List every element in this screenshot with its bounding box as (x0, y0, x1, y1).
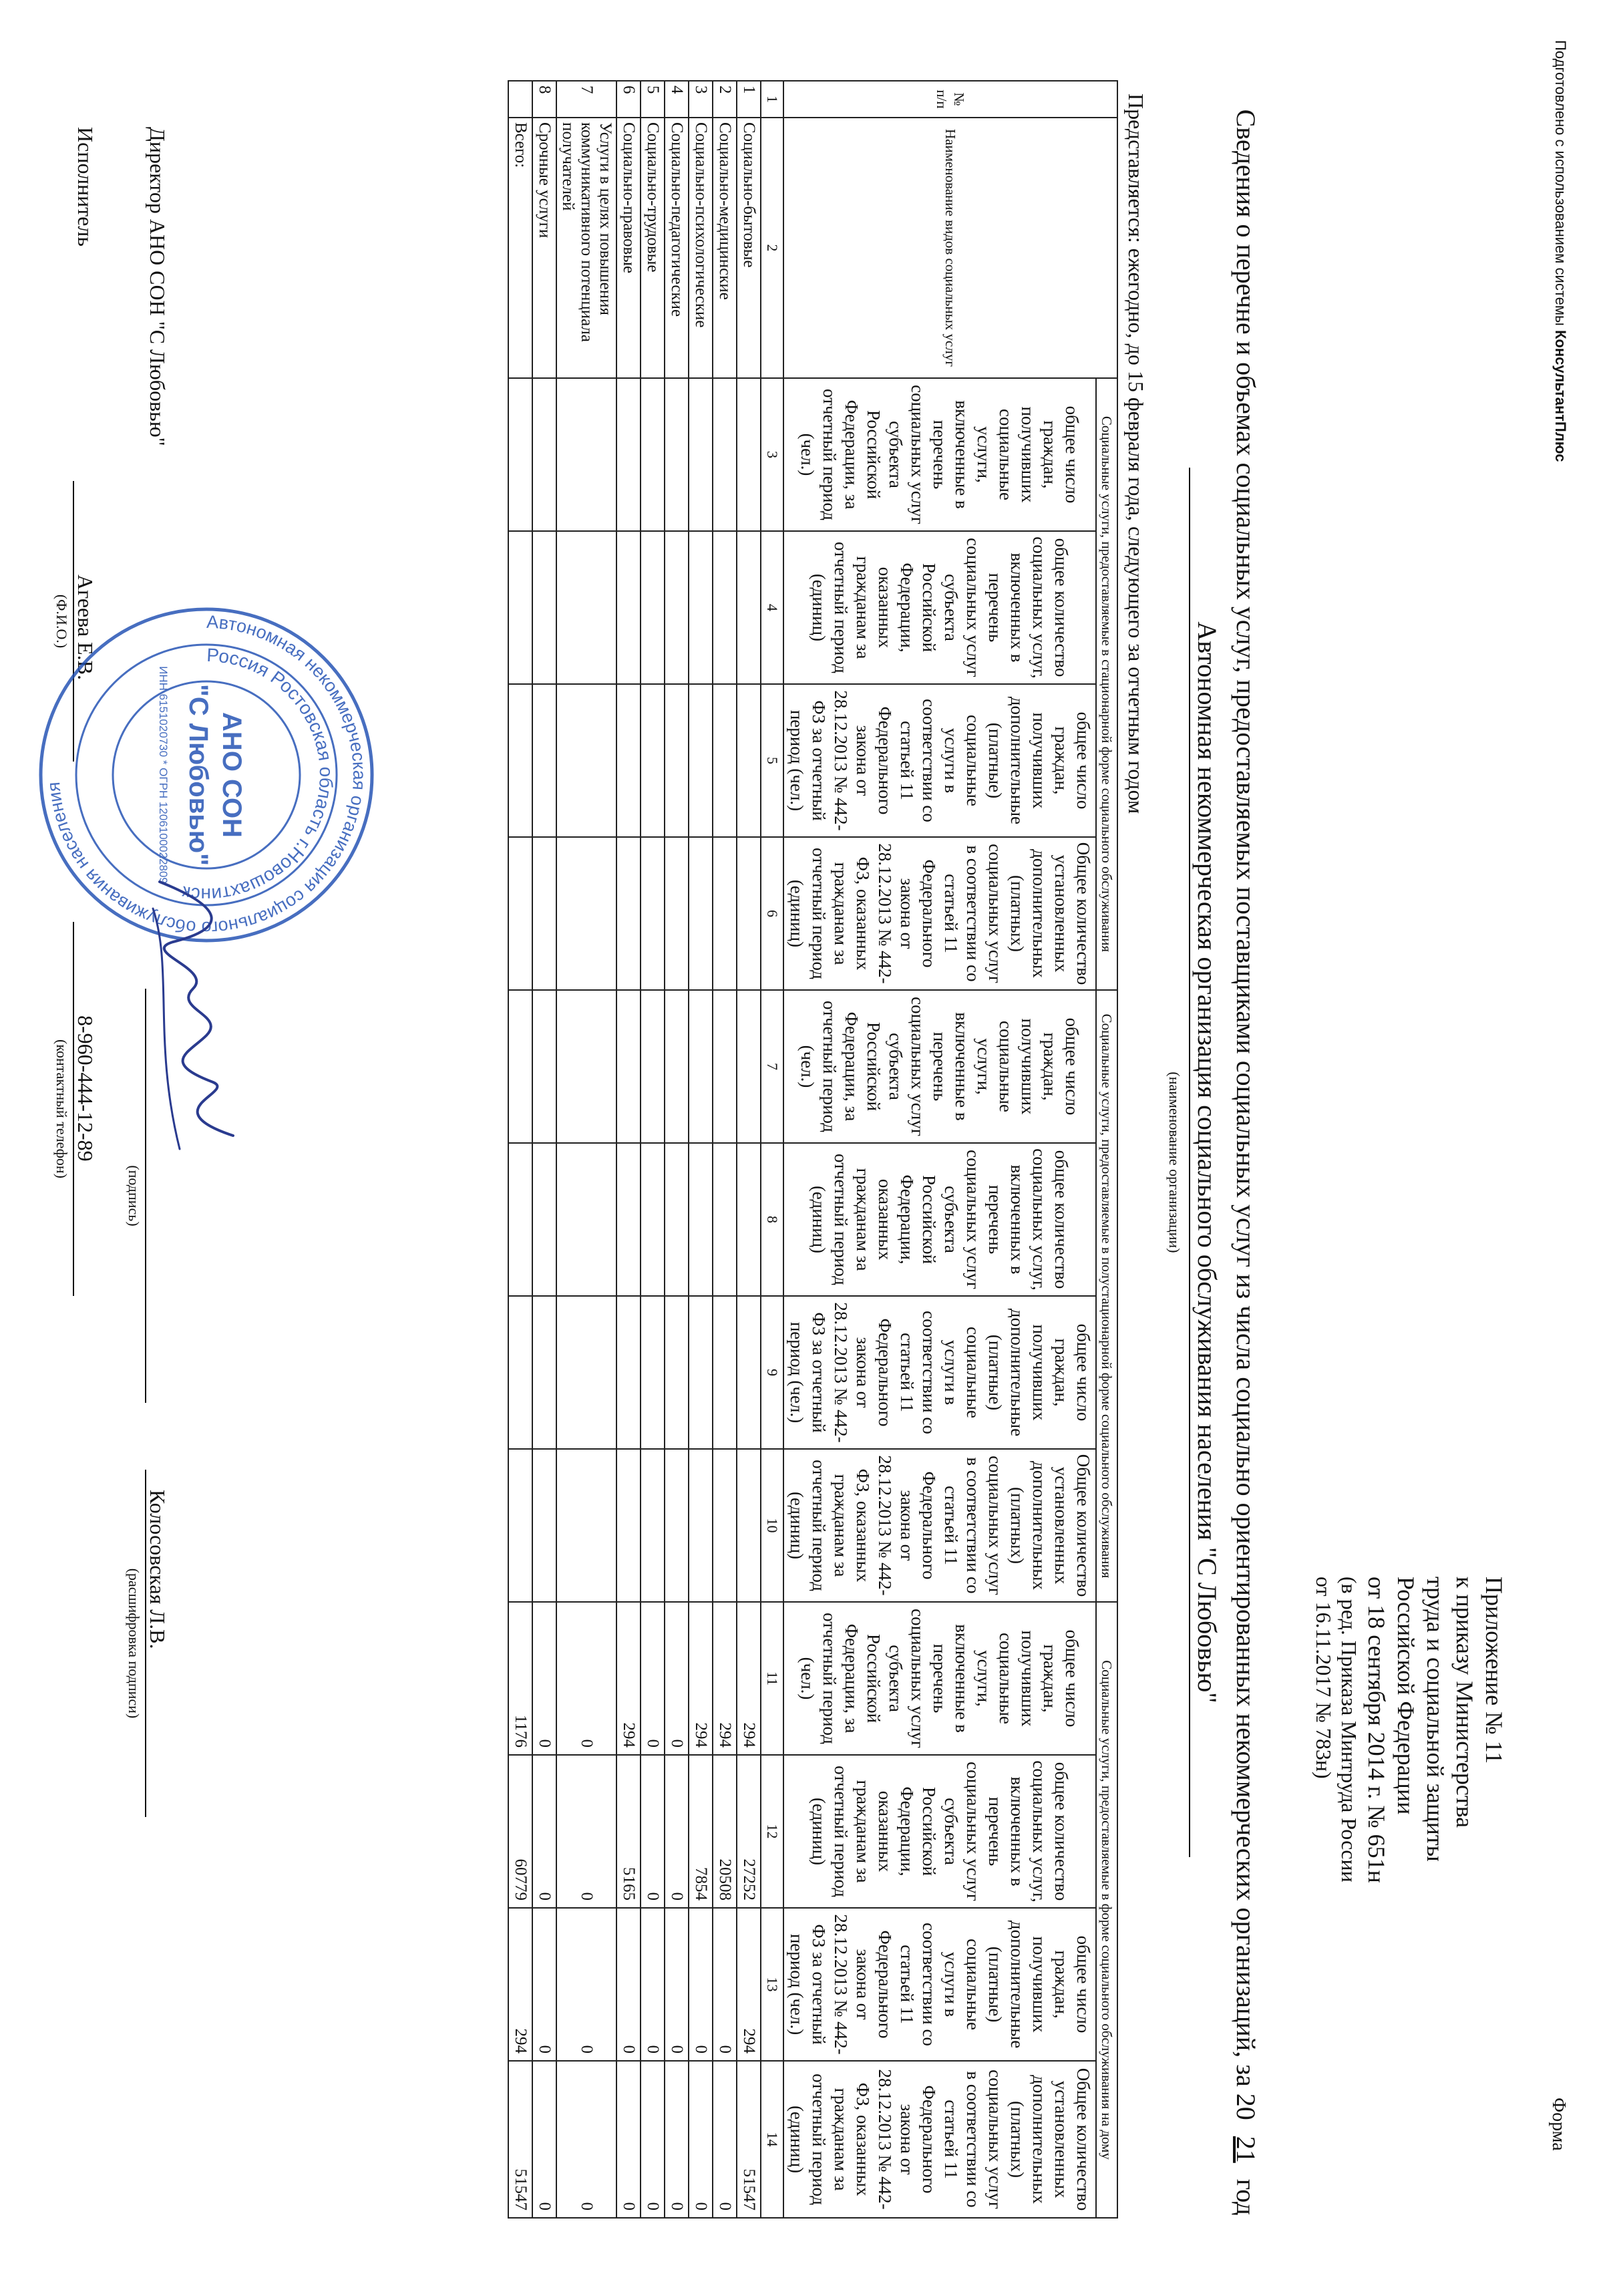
value-cell: 0 (689, 1908, 713, 2061)
sub-header: Общее количество установленных дополнительных (платных) социальных услуг в соответствии со статьей 11 Федерального закона от 28.12.2013 № 442-ФЗ, оказанных гражданам за отчетный период (единиц) (783, 837, 1096, 990)
value-cell (616, 1296, 641, 1449)
table-row (556, 81, 616, 2218)
value-cell (556, 1296, 616, 1449)
service-name: Социально-педагогические (665, 118, 689, 378)
appendix-line: к приказу Министерства (1451, 1577, 1478, 1828)
value-cell (713, 990, 737, 1143)
column-number: 7 (761, 990, 783, 1143)
value-cell (616, 378, 641, 531)
row-number: 1 (737, 81, 761, 118)
consultant-note (1552, 40, 1569, 462)
value-cell (556, 1449, 616, 1602)
presented-note: Представляется: ежегодно, до 15 февраля года, следующего за отчетным годом (1124, 94, 1148, 814)
value-cell (689, 378, 713, 531)
value-cell (508, 837, 532, 990)
group-header-row (1096, 81, 1117, 2218)
value-cell: 0 (641, 1908, 665, 2061)
value-cell (532, 1143, 556, 1296)
value-cell (508, 531, 532, 684)
phone-caption: (контактный телефон) (53, 1039, 70, 1178)
value-cell (532, 1449, 556, 1602)
column-number: 2 (761, 118, 783, 378)
table-row (641, 81, 665, 2218)
value-cell: 27252 (737, 1755, 761, 1908)
value-cell (508, 1296, 532, 1449)
column-number: 12 (761, 1755, 783, 1908)
value-cell: 0 (641, 1602, 665, 1755)
value-cell (737, 1296, 761, 1449)
table-row (713, 81, 737, 2218)
value-cell (616, 531, 641, 684)
value-cell (532, 378, 556, 531)
value-cell (616, 684, 641, 837)
value-cell: 294 (508, 1908, 532, 2061)
col-name-header: Наименование видов социальных услуг (783, 118, 1117, 378)
value-cell: 0 (665, 2061, 689, 2218)
sub-header: общее количество социальных услуг, включенных в перечень социальных услуг субъекта Российской Федерации, оказанных гражданам за отчетный период (единиц) (783, 1143, 1096, 1296)
value-cell (689, 1296, 713, 1449)
executor-name: Агеева Е.В. (73, 575, 98, 680)
signature-caption: (подпись) (126, 1165, 142, 1226)
service-name: Срочные услуги (532, 118, 556, 378)
value-cell (665, 378, 689, 531)
appendix-block (1311, 1577, 1509, 1883)
table-row (616, 81, 641, 2218)
value-cell: 0 (665, 1602, 689, 1755)
row-number: 8 (532, 81, 556, 118)
sub-header: общее число граждан, получивших социальные услуги, включенные в перечень социальных услуг субъекта Российской Федерации, за отчетный период (чел.) (783, 990, 1096, 1143)
value-cell: 0 (641, 2061, 665, 2218)
fio-caption: (Ф.И.О.) (53, 594, 70, 649)
value-cell: 294 (689, 1602, 713, 1755)
value-cell: 294 (713, 1602, 737, 1755)
forma-label: Форма (1548, 2098, 1569, 2151)
value-cell: 0 (616, 1908, 641, 2061)
value-cell (713, 837, 737, 990)
value-cell (641, 1143, 665, 1296)
value-cell (616, 1143, 641, 1296)
value-cell (713, 1296, 737, 1449)
service-name: Всего: (508, 118, 532, 378)
value-cell (641, 378, 665, 531)
row-number: 5 (641, 81, 665, 118)
appendix-line: труда и социальной защиты (1422, 1577, 1449, 1862)
value-cell (737, 1143, 761, 1296)
value-cell: 0 (665, 1908, 689, 2061)
value-cell (737, 990, 761, 1143)
value-cell: 20508 (713, 1755, 737, 1908)
value-cell (508, 378, 532, 531)
value-cell: 0 (556, 1908, 616, 2061)
column-number: 6 (761, 837, 783, 990)
director-label: Директор АНО СОН "С Любовью" (146, 127, 170, 446)
appendix-line: Приложение № 11 (1481, 1577, 1507, 1764)
group-header-home: Социальные услуги, предоставляемые в форме социального обслуживания на дому (1096, 1602, 1117, 2218)
title-suffix: год (1231, 2178, 1261, 2216)
value-cell (616, 1449, 641, 1602)
sub-header: общее число граждан, получивших социальные услуги, включенные в перечень социальных услуг субъекта Российской Федерации, за отчетный период (чел.) (783, 1602, 1096, 1755)
value-cell (689, 684, 713, 837)
value-cell (713, 1449, 737, 1602)
value-cell (665, 1296, 689, 1449)
value-cell: 0 (641, 1755, 665, 1908)
appendix-sub-line: от 16.11.2017 № 783н) (1312, 1577, 1336, 1779)
value-cell: 294 (737, 1908, 761, 2061)
service-name: Социально-трудовые (641, 118, 665, 378)
value-cell: 0 (616, 2061, 641, 2218)
table-row (508, 81, 532, 2218)
value-cell (713, 684, 737, 837)
column-number: 13 (761, 1908, 783, 2061)
value-cell (532, 990, 556, 1143)
value-cell (665, 837, 689, 990)
sub-header: общее количество социальных услуг, включенных в перечень социальных услуг субъекта Российской Федерации, оказанных гражданам за отчетный период (единиц) (783, 531, 1096, 684)
value-cell: 0 (713, 2061, 737, 2218)
executor-label: Исполнитель (73, 127, 98, 247)
value-cell (737, 837, 761, 990)
col-no-header: № п/п (783, 81, 1117, 118)
value-cell (713, 378, 737, 531)
value-cell: 5165 (616, 1755, 641, 1908)
title-year: 21 (1231, 2136, 1261, 2163)
value-cell (532, 684, 556, 837)
value-cell (713, 531, 737, 684)
value-cell (556, 837, 616, 990)
stamp-bottom-text: ИНН 6151020730 * ОГРН 1206100022809 (157, 666, 170, 884)
column-number: 14 (761, 2061, 783, 2218)
value-cell (556, 990, 616, 1143)
value-cell (665, 684, 689, 837)
group-header-semistationary: Социальные услуги, предоставляемые в полустационарной форме социального обслуживания (1096, 990, 1117, 1602)
service-name: Социально-медицинские (713, 118, 737, 378)
service-name: Социально-психологические (689, 118, 713, 378)
services-table (508, 80, 1118, 2219)
value-cell: 294 (616, 1602, 641, 1755)
value-cell: 0 (532, 1602, 556, 1755)
value-cell: 7854 (689, 1755, 713, 1908)
value-cell (689, 1143, 713, 1296)
sub-header: общее число граждан, получивших социальные услуги, включенные в перечень социальных услуг субъекта Российской Федерации, за отчетный период (чел.) (783, 378, 1096, 531)
table-row (689, 81, 713, 2218)
column-number: 4 (761, 531, 783, 684)
appendix-line: Российской Федерации (1393, 1577, 1419, 1815)
value-cell (737, 684, 761, 837)
stamp-center-main: "С Любовью" (184, 683, 213, 866)
row-number: 2 (713, 81, 737, 118)
value-cell (737, 378, 761, 531)
row-number (508, 81, 532, 118)
document-title (1230, 94, 1262, 2231)
value-cell: 1176 (508, 1602, 532, 1755)
value-cell: 0 (556, 1602, 616, 1755)
value-cell (665, 990, 689, 1143)
value-cell (641, 837, 665, 990)
table-row (737, 81, 761, 2218)
row-number: 3 (689, 81, 713, 118)
value-cell (737, 531, 761, 684)
value-cell (665, 1449, 689, 1602)
value-cell (641, 684, 665, 837)
sub-header: общее число граждан, получивших дополнительные (платные) социальные услуги в соответствии со статьей 11 Федерального закона от 28.12.2013 № 442-ФЗ за отчетный период (чел.) (783, 1296, 1096, 1449)
table-row (665, 81, 689, 2218)
value-cell (532, 1296, 556, 1449)
sub-header-row (783, 81, 1096, 2218)
stamp-center-top: АНО СОН (217, 712, 246, 838)
sub-header: общее число граждан, получивших дополнительные (платные) социальные услуги в соответствии со статьей 11 Федерального закона от 28.12.2013 № 442-ФЗ за отчетный период (чел.) (783, 684, 1096, 837)
table-row (532, 81, 556, 2218)
value-cell (641, 531, 665, 684)
sub-header: общее число граждан, получивших дополнительные (платные) социальные услуги в соответствии со статьей 11 Федерального закона от 28.12.2013 № 442-ФЗ за отчетный период (чел.) (783, 1908, 1096, 2061)
value-cell (689, 1449, 713, 1602)
organization-name: Автономная некоммерческая организация социального обслуживания населения "С Любовью" (1189, 468, 1223, 1857)
value-cell: 60779 (508, 1755, 532, 1908)
decoding-caption: (расшифровка подписи) (126, 1568, 142, 1719)
service-name: Социально-бытовые (737, 118, 761, 378)
director-name: Колосовская Л.В. (146, 1490, 170, 1649)
value-cell (689, 531, 713, 684)
appendix-sub-line: (в ред. Приказа Минтруда России (1337, 1577, 1361, 1882)
value-cell (713, 1143, 737, 1296)
value-cell (689, 837, 713, 990)
value-cell: 0 (713, 1908, 737, 2061)
value-cell (508, 990, 532, 1143)
value-cell (508, 1143, 532, 1296)
value-cell (616, 990, 641, 1143)
sub-header: Общее количество установленных дополнительных (платных) социальных услуг в соответствии со статьей 11 Федерального закона от 28.12.2013 № 442-ФЗ, оказанных гражданам за отчетный период (единиц) (783, 1449, 1096, 1602)
title-text: Сведения о перечне и объемах социальных услуг, предоставляемых поставщиками социальных услуг из числа социально ориентированных некоммерческих организаций, за 20 (1231, 109, 1261, 2120)
value-cell (665, 531, 689, 684)
sub-header: общее количество социальных услуг, включенных в перечень социальных услуг субъекта Российской Федерации, оказанных гражданам за отчетный период (единиц) (783, 1755, 1096, 1908)
value-cell (508, 684, 532, 837)
value-cell (532, 531, 556, 684)
handwritten-signature (126, 868, 253, 1162)
value-cell: 0 (532, 1755, 556, 1908)
value-cell (641, 1296, 665, 1449)
value-cell (556, 684, 616, 837)
value-cell: 51547 (508, 2061, 532, 2218)
value-cell: 0 (665, 1755, 689, 1908)
value-cell (556, 378, 616, 531)
value-cell (665, 1143, 689, 1296)
column-number: 10 (761, 1449, 783, 1602)
consultant-brand: КонсультантПлюс (1552, 329, 1569, 462)
value-cell: 0 (532, 2061, 556, 2218)
row-number: 6 (616, 81, 641, 118)
value-cell (641, 990, 665, 1143)
value-cell (508, 1449, 532, 1602)
value-cell: 0 (556, 2061, 616, 2218)
value-cell (641, 1449, 665, 1602)
column-number: 3 (761, 378, 783, 531)
column-number: 9 (761, 1296, 783, 1449)
value-cell: 294 (737, 1602, 761, 1755)
group-header-stationary: Социальные услуги, предоставляемые в стационарной форме социального обслуживания (1096, 378, 1117, 990)
value-cell: 0 (556, 1755, 616, 1908)
value-cell (616, 837, 641, 990)
value-cell (737, 1449, 761, 1602)
value-cell (689, 990, 713, 1143)
value-cell: 0 (532, 1908, 556, 2061)
decoding-line (145, 1470, 146, 1817)
stamp-inner-text: Россия Ростовская область г.Новошахтинск (180, 644, 337, 906)
row-number: 4 (665, 81, 689, 118)
sub-header: Общее количество установленных дополнительных (платных) социальных услуг в соответствии со статьей 11 Федерального закона от 28.12.2013 № 442-ФЗ, оказанных гражданам за отчетный период (единиц) (783, 2061, 1096, 2218)
service-name: Услуги в целях повышения коммуникативного потенциала получателей (556, 118, 616, 378)
column-number: 8 (761, 1143, 783, 1296)
row-number: 7 (556, 81, 616, 118)
appendix-line: от 18 сентября 2014 г. № 651н (1363, 1577, 1390, 1883)
service-name: Социально-правовые (616, 118, 641, 378)
column-number: 11 (761, 1602, 783, 1755)
column-number: 5 (761, 684, 783, 837)
column-number: 1 (761, 81, 783, 118)
value-cell (556, 1143, 616, 1296)
consultant-prefix: Подготовлено с использованием системы (1552, 40, 1569, 330)
value-cell (556, 531, 616, 684)
contact-phone: 8-960-444-12-89 (73, 1015, 98, 1162)
column-number-row (761, 81, 783, 2218)
stamp-outer-text: Автономная некоммерческая организация социального обслуживания населения (43, 611, 370, 939)
value-cell: 0 (689, 2061, 713, 2218)
table-body (508, 81, 783, 2218)
organization-caption: (наименование организации) (1166, 1072, 1183, 1253)
value-cell: 51547 (737, 2061, 761, 2218)
value-cell (532, 837, 556, 990)
